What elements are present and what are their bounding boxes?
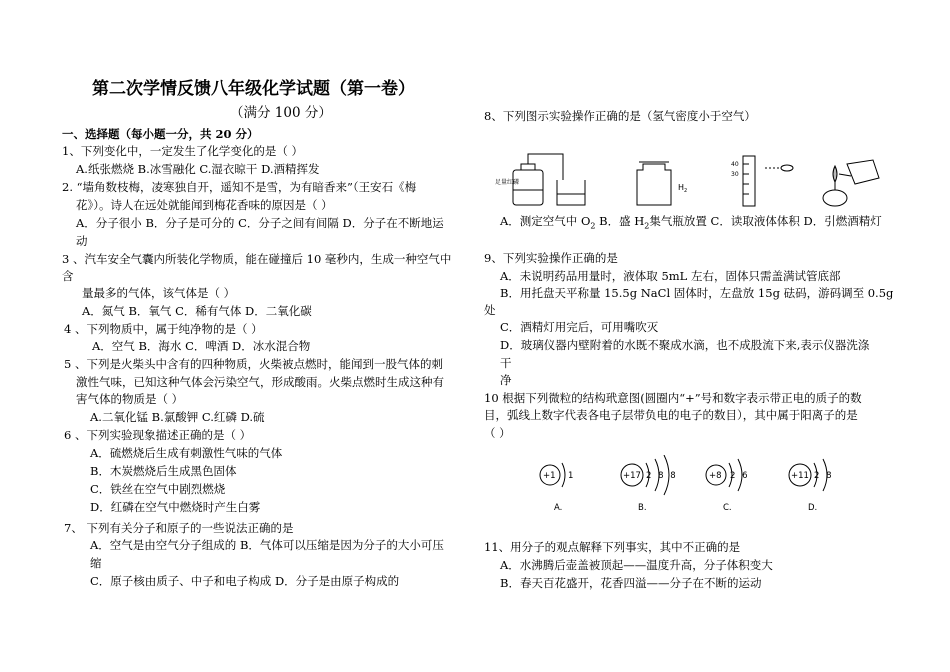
q8-figures <box>495 150 895 210</box>
q11-stem: 11、用分子的观点解释下列事实，其中不正确的是 <box>484 540 741 554</box>
q2-options-cont: 动 <box>76 234 88 248</box>
q9-option-d-cont: 干 <box>500 356 512 370</box>
q5-stem-cont2: 害气体的物质是（ ） <box>76 392 184 406</box>
q8-o2-subscript: 2 <box>590 221 596 231</box>
q9-option-b-cont: 处 <box>484 303 496 317</box>
q10-fig-d-shells: 2 8 <box>814 471 834 481</box>
q8-fig-b-jar <box>637 162 671 205</box>
q9-option-b: B．用托盘天平称量 15.5g NaCl 固体时，左盘放 15g 砝码，游码调至 0.5g <box>500 286 894 300</box>
q6-option-c: C．铁丝在空气中剧烈燃烧 <box>90 482 226 496</box>
q6-option-d: D．红磷在空气中燃烧时产生白雾 <box>90 500 261 514</box>
q7-option-ab: A．空气是由空气分子组成的 B．气体可以压缩是因为分子的大小可压 <box>90 538 444 552</box>
q8-option-b: B．盛 H <box>599 214 645 228</box>
q7-stem: 7、 下列有关分子和原子的一些说法正确的是 <box>64 521 294 535</box>
q10-stem: 10 根据下列微粒的结构玳意图(圆圈内“+”号和数字表示带正电的质子的数 <box>484 391 862 405</box>
q10-fig-d-label: D. <box>808 503 818 513</box>
page-subtitle: （满分 100 分） <box>230 105 332 121</box>
q10-fig-c-nucleus: +8 <box>709 471 722 481</box>
q5-stem: 5 、下列是火柴头中含有的四种物质，火柴被点燃时，能闻到一股气体的刺 <box>64 357 443 371</box>
q8-fig-c-cylinder <box>743 156 793 206</box>
q8-stem: 8、下列图示实验操作正确的是（氢气密度小于空气） <box>484 109 756 123</box>
q10-stem-cont: 目，弧线上数字代表各电子层带负电的电子的数目），其中属于阳离子的是 <box>484 408 858 422</box>
q10-fig-c-label: C. <box>723 503 732 513</box>
q1-stem: 1、下列变化中，一定发生了化学变化的是（ ） <box>62 144 303 158</box>
q8-fig-c-tick30: 30 <box>731 171 739 178</box>
q5-options: A.二氧化锰 B.氯酸钾 C.红磷 D.硫 <box>90 410 265 424</box>
q8-fig-a-label: 足量红磷 <box>495 179 520 186</box>
q8-option-a: A．测定空气中 O <box>500 214 591 228</box>
q7-option-cd: C．原子核由质子、中子和电子构成 D．分子是由原子构成的 <box>90 574 400 588</box>
q2-stem-cont: 花》）。诗人在远处就能闻到梅花香味的原因是（ ） <box>76 198 333 212</box>
q10-fig-c-shells: 2 6 <box>730 471 750 481</box>
q11-option-a: A．水沸腾后壶盖被顶起——温度升高，分子体积变大 <box>500 558 773 572</box>
q9-option-d-cont2: 净 <box>500 373 512 387</box>
q2-stem: 2. “墙角数枝梅，凌寒独自开，遥知不是雪，为有暗香来”（王安石《梅 <box>62 180 417 194</box>
q10-diagrams <box>530 455 850 517</box>
q4-stem: 4 、下列物质中，属于纯净物的是（ ） <box>64 322 263 336</box>
q9-option-d: D．玻璃仪器内壁附着的水既不聚成水滴，也不成股流下来,表示仪器洗涤 <box>500 338 870 352</box>
q11-option-b: B．春天百花盛开，花香四溢——分子在不断的运动 <box>500 576 762 590</box>
q10-stem-cont2: （ ） <box>484 426 511 440</box>
q3-stem-cont2: 量最多的气体，该气体是（ ） <box>82 286 236 300</box>
q8-options <box>500 216 882 230</box>
q8-fig-d-lamps <box>823 160 879 206</box>
section-heading: 一、选择题（每小题一分，共 20 分） <box>62 127 259 141</box>
q9-option-c: C．酒精灯用完后，可用嘴吹灭 <box>500 320 659 334</box>
page-title: 第二次学情反馈八年级化学试题（第一卷） <box>92 79 415 99</box>
q10-fig-b-label: B. <box>638 503 647 513</box>
q5-stem-cont: 激性气味，已知这种气体会污染空气，形成酸雨。火柴点燃时生成这种有 <box>76 375 444 389</box>
q6-stem: 6 、下列实验现象描述正确的是（ ） <box>64 428 252 442</box>
q9-option-a: A．未说明药品用量时，液体取 5mL 左右，固体只需盖满试管底部 <box>500 269 841 283</box>
q4-options: A．空气 B．海水 C．啤酒 D．冰水混合物 <box>92 339 311 353</box>
q10-fig-b-nucleus: +17 <box>623 471 641 481</box>
q3-stem-cont: 含 <box>62 269 74 283</box>
q9-stem: 9、下列实验操作正确的是 <box>484 251 618 265</box>
q8-option-bcd: 集气瓶放置 C．读取液体体积 D．引燃酒精灯 <box>649 214 882 228</box>
q7-option-b-cont: 缩 <box>90 556 102 570</box>
q2-options: A．分子很小 B．分子是可分的 C．分子之间有间隔 D．分子在不断地运 <box>76 216 444 230</box>
q3-stem: 3 、汽车安全气囊内所装化学物质，能在碰撞后 10 毫秒内，生成一种空气中 <box>62 252 452 266</box>
q8-fig-b-h2: $H_2$ <box>678 183 688 194</box>
q8-fig-c-tick40: 40 <box>731 161 739 168</box>
q6-option-a: A．硫燃烧后生成有刺激性气味的气体 <box>90 446 283 460</box>
q1-options: A.纸张燃烧 B.冰雪融化 C.湿衣晾干 D.酒精挥发 <box>76 162 320 176</box>
q3-options: A．氮气 B．氧气 C．稀有气体 D．二氧化碳 <box>82 304 312 318</box>
q6-option-b: B．木炭燃烧后生成黑色固体 <box>90 464 237 478</box>
q8-fig-a-apparatus <box>513 154 585 205</box>
q10-fig-a-nucleus: +1 <box>543 471 556 481</box>
q10-fig-a-label: A. <box>554 503 563 513</box>
q10-fig-a-shells: 1 <box>568 471 574 481</box>
q10-fig-d-nucleus: +11 <box>791 471 809 481</box>
q8-h2-subscript: 2 <box>644 221 650 231</box>
q10-fig-b-shells: 2 8 8 <box>646 471 678 481</box>
